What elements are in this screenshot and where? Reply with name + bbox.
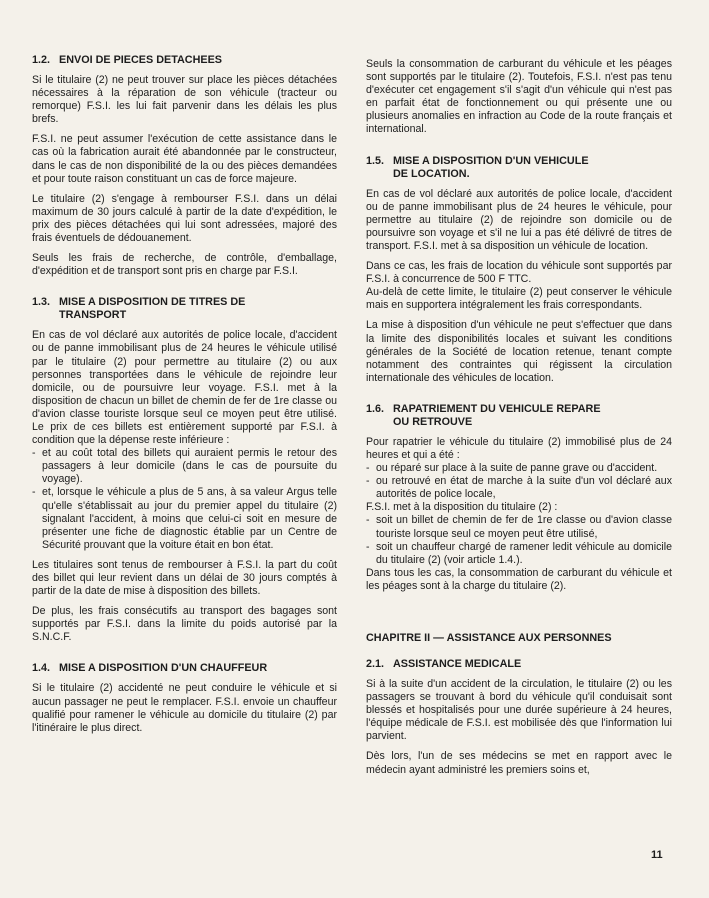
paragraph: Dès lors, l'un de ses médecins se met en rapport avec le médecin ayant administré les premiers soins et,: [366, 750, 672, 776]
section-1-5: [366, 155, 672, 385]
list-item: - soit un chauffeur chargé de ramener ledit véhicule au domicile du titulaire (2) (voir article 1.4.).: [366, 541, 672, 567]
right-column: [366, 58, 672, 784]
paragraph: F.S.I. met à la disposition du titulaire (2) :: [366, 501, 558, 514]
page-number: 11: [651, 849, 663, 861]
paragraph: Le titulaire (2) s'engage à rembourser F.S.I. dans un délai maximum de 30 jours calculé à partir de la date d'expédition, le prix des pièces détachées qui lui sont adressées, majoré des frais éventuels de dédouanement.: [32, 192, 337, 245]
paragraph: Dans ce cas, les frais de location du véhicule sont supportés par F.S.I. à concurrence de 500 F TTC.: [366, 260, 672, 286]
section-1-2: [32, 54, 337, 278]
section-heading: 2.1. ASSISTANCE MEDICALE: [366, 658, 522, 670]
bullet-list: [366, 462, 672, 501]
paragraph: Si le titulaire (2) accidenté ne peut conduire le véhicule et si aucun passager ne peut le remplacer. F.S.I. envoie un chauffeur qualifié pour ramener le véhicule au domicile du titulaire (2) par l'itinéraire le plus direct.: [32, 682, 337, 734]
chapter-heading: CHAPITRE II — ASSISTANCE AUX PERSONNES: [366, 632, 612, 644]
list-item: - ou retrouvé en état de marche à la suite d'un vol déclaré aux autorités de police locale,: [366, 475, 672, 501]
paragraph: Les titulaires sont tenus de rembourser à F.S.I. la part du coût des billet qui leur revient dans un délai de 30 jours comptés à partir de la date de mise à disposition des billets.: [32, 558, 337, 598]
paragraph: En cas de vol déclaré aux autorités de police locale, d'accident ou de panne immobilisant plus de 24 heures le véhicule utilisé par le titulaire (2) pour permettre au titulaire (2) ou aux personnes transportées dans le véhicule de rejoindre leur domicile, ou de poursuivre leur voyage. F.S.I. met à la disposition de chacun un billet de chemin de fer de 1re classe ou d'avion classe touriste lorsque seul ce moyen peut être utilisé. Le prix de ces billets est entièrement supporté par F.S.I. à condition que la dépense reste inférieure :: [32, 329, 337, 447]
section-heading: 1.6. RAPATRIEMENT DU VEHICULE REPARE OU RETROUVE: [366, 402, 601, 428]
paragraph: La mise à disposition d'un véhicule ne peut s'effectuer que dans la limite des disponibilités locales et suivant les conditions générales de la Société de location retenue, tenant compte notamment des contraintes qui régissent la circulation internationale des véhicules de location.: [366, 319, 672, 384]
paragraph: Seuls la consommation de carburant du véhicule et les péages sont supportés par le titulaire (2). Toutefois, F.S.I. n'est pas tenu d'exécuter cet engagement s'il s'agit d'un véhicule qui n'est pas en parfait état de fonctionnement ou qui présente une ou plusieurs anomalies en infraction au Code de la route français et international.: [366, 58, 672, 136]
list-item: - ou réparé sur place à la suite de panne grave ou d'accident.: [366, 462, 672, 475]
paragraph: Dans tous les cas, la consommation de carburant du véhicule et les péages sont à la charge du titulaire (2).: [366, 566, 672, 592]
section-1-6: [366, 403, 672, 593]
paragraph: De plus, les frais consécutifs au transport des bagages sont supportés par F.S.I. dans la limite du poids autorisé par la S.N.C.F.: [32, 605, 337, 644]
paragraph: Au-delà de cette limite, le titulaire (2) peut conserver le véhicule mais en supportera intégralement les frais correspondants.: [366, 286, 672, 312]
list-item: - et, lorsque le véhicule a plus de 5 ans, à sa valeur Argus telle qu'elle s'établissait au jour du premier appel du titulaire (2) signalant l'accident, à moins que celui-ci soit en mesure de présenter une fiche de diagnostic établie par un Centre de Sécurité prouvant que la voiture était en bon état.: [32, 486, 337, 551]
paragraph: Pour rapatrier le véhicule du titulaire (2) immobilisé plus de 24 heures et qui a été :: [366, 435, 672, 461]
left-column: [32, 54, 337, 742]
section-1-4: [32, 662, 337, 734]
section-1-3: [32, 296, 337, 644]
section-2-1: [366, 658, 672, 777]
paragraph: Si à la suite d'un accident de la circulation, le titulaire (2) ou les passagers se trouvant à bord du véhicule qu'il conduisait sont blessés et hospitalisés pour une durée supérieure à 24 heures, l'équipe médicale de F.S.I. est mobilisée dès que l'information lui parvient.: [366, 678, 672, 743]
paragraph: Si le titulaire (2) ne peut trouver sur place les pièces détachées nécessaires à la réparation de son véhicule (tracteur ou remorque) F.S.I. les lui fait parvenir dans les délais les plus brefs.: [32, 74, 337, 126]
section-heading: 1.3. MISE A DISPOSITION DE TITRES DE TRANSPORT: [32, 296, 246, 322]
paragraph: En cas de vol déclaré aux autorités de police locale, d'accident ou de panne immobilisant plus de 24 heures le véhicule, pour permettre au titulaire (2) de rejoindre son domicile ou de poursuivre son voyage et s'il ne lui a pas été délivré de titres de transport. F.S.I. met à sa disposition un véhicule de location.: [366, 187, 672, 252]
bullet-list: [366, 514, 672, 566]
bullet-list: [32, 447, 337, 552]
paragraph: F.S.I. ne peut assumer l'exécution de cette assistance dans le cas où la fabrication aurait été abandonnée par le constructeur, dans le cas de non disponibilité de la ou des pièces demandées et pour toute raison constituant un cas de force majeure.: [32, 133, 337, 185]
section-heading: 1.5. MISE A DISPOSITION D'UN VEHICULE DE LOCATION.: [366, 154, 589, 180]
list-item: - soit un billet de chemin de fer de 1re classe ou d'avion classe touriste lorsque seul ce moyen peut être utilisé,: [366, 514, 672, 540]
section-heading: 1.2. ENVOI DE PIECES DETACHEES: [32, 54, 222, 66]
list-item: - et au coût total des billets qui auraient permis le retour des passagers à leur domicile (dans le cas de poursuite du voyage).: [32, 447, 337, 486]
section-heading: 1.4. MISE A DISPOSITION D'UN CHAUFFEUR: [32, 662, 268, 675]
paragraph: Seuls les frais de recherche, de contrôle, d'emballage, d'expédition et de transport sont pris en charge par F.S.I.: [32, 252, 337, 278]
